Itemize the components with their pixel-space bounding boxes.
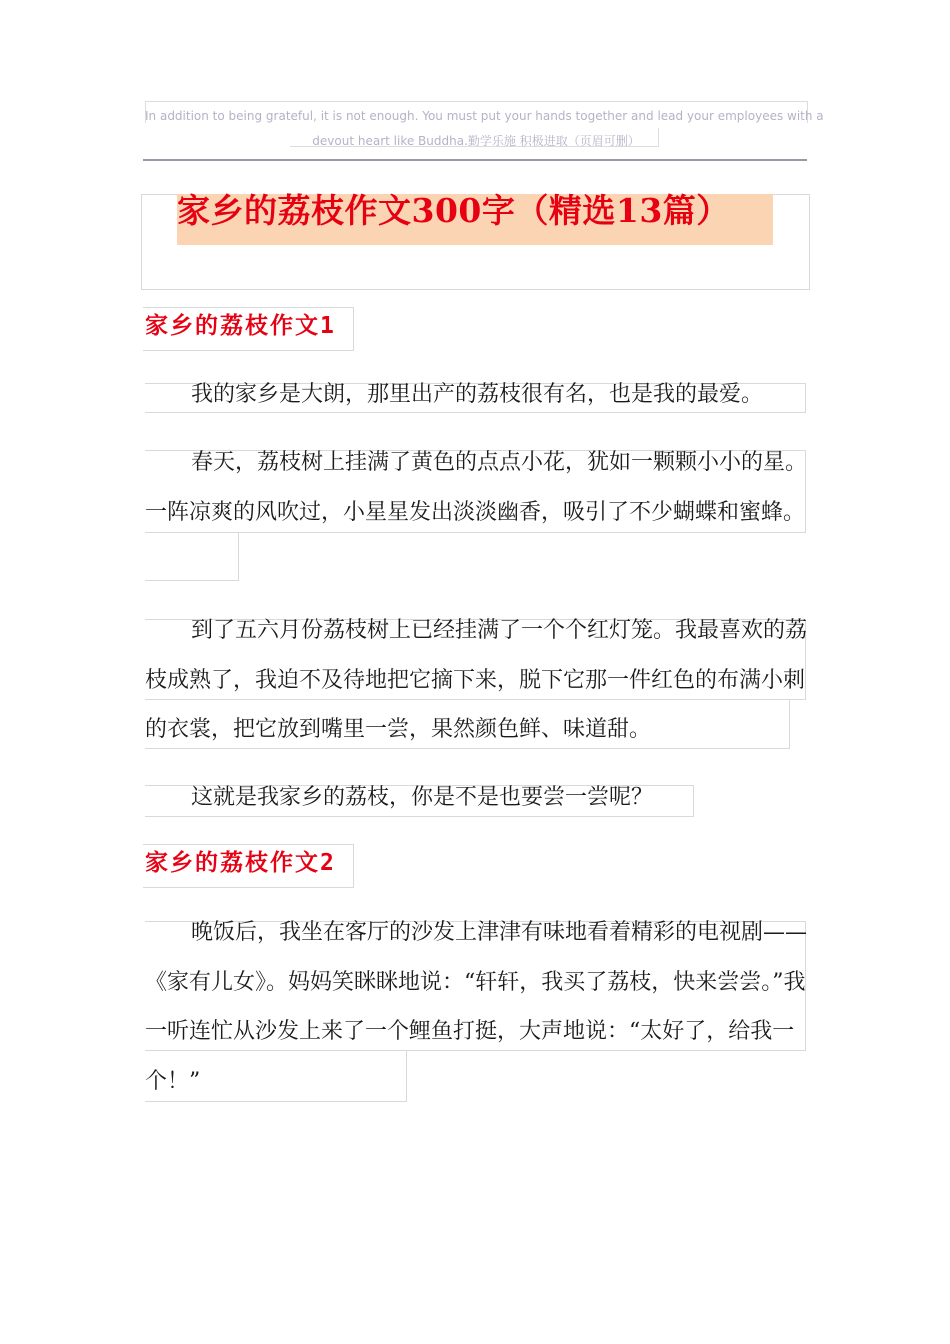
section-heading: 家乡的荔枝作文1 xyxy=(145,313,336,339)
paragraph: 我的家乡是大朗，那里出产的荔枝很有名，也是我的最爱。 xyxy=(191,382,764,407)
paragraph-frame xyxy=(145,532,239,581)
paragraph: 春天，荔枝树上挂满了黄色的点点小花，犹如一颗颗小小的星。一阵凉爽的风吹过，小星星发出淡淡幽香，吸引了不少蝴蝶和蜜蜂。 xyxy=(145,450,808,525)
paragraph: 这就是我家乡的荔枝，你是不是也要尝一尝呢？ xyxy=(191,785,654,810)
header-divider xyxy=(143,159,807,161)
header-line-2: devout heart like Buddha.勤学乐施 积极进取（页眉可删） xyxy=(312,134,640,148)
paragraph: 晚饭后，我坐在客厅的沙发上津津有味地看着精彩的电视剧——《家有儿女》。妈妈笑眯眯地说：“轩轩，我买了荔枝，快来尝尝。”我一听连忙从沙发上来了一个鲤鱼打挺，大声地说：“太好了，给我一个！” xyxy=(145,920,808,1094)
header-line-1: In addition to being grateful, it is not enough. You must put your hands together and lead your employees with a xyxy=(145,109,824,123)
paragraph: 到了五六月份荔枝树上已经挂满了一个个红灯笼。我最喜欢的荔枝成熟了，我迫不及待地把它摘下来，脱下它那一件红色的布满小刺的衣裳，把它放到嘴里一尝，果然颜色鲜、味道甜。 xyxy=(145,618,808,742)
page-header xyxy=(145,104,824,154)
document-title: 家乡的荔枝作文300字（精选13篇） xyxy=(177,191,730,230)
section-heading: 家乡的荔枝作文2 xyxy=(145,850,336,876)
